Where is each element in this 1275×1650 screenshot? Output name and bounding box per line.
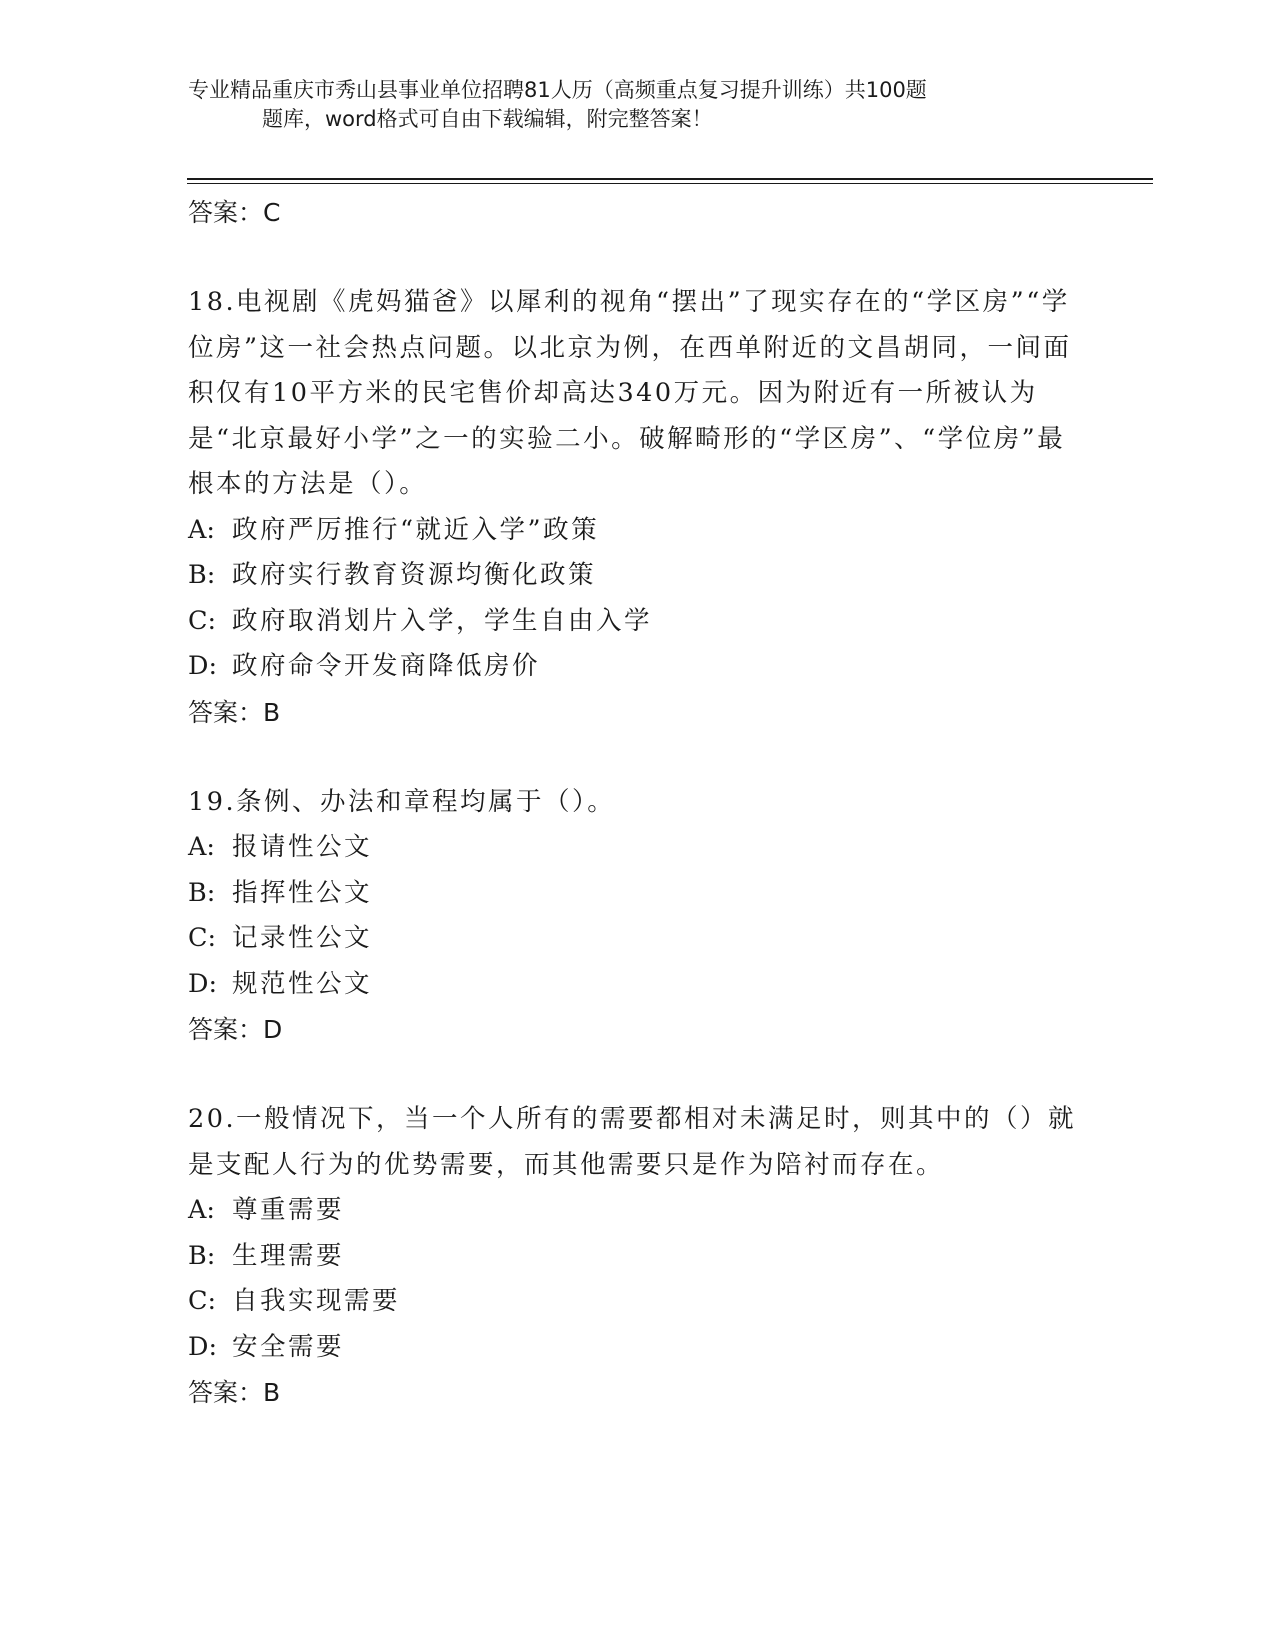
document-body [188,190,1088,1416]
header-title-line2: 题库，word格式可自由下载编辑，附完整答案！ [262,107,713,131]
option-letter: C: [188,923,217,953]
question-block [188,1097,1088,1416]
answer-line: 答案：D [188,1015,283,1044]
spacer [188,736,1088,780]
option-text: 政府严厉推行“就近入学”政策 [232,514,600,545]
option-text: 报请性公文 [232,832,373,862]
option-letter: D: [188,968,218,999]
option-text: 政府取消划片入学，学生自由入学 [232,605,653,636]
option-c [188,916,1088,962]
spacer [188,1053,1088,1097]
answer-line: 答案：B [188,1378,281,1407]
question-block [188,280,1088,736]
option-c [188,1279,1088,1325]
option-text: 规范性公文 [232,968,373,999]
option-b [188,553,1088,599]
option-d [188,962,1088,1008]
question-text: 19.条例、办法和章程均属于（）。 [188,786,616,817]
option-letter: D: [188,1331,218,1362]
option-d [188,644,1088,690]
option-text: 政府实行教育资源均衡化政策 [232,560,597,590]
page-header [188,76,1088,134]
option-a [188,508,1088,554]
header-divider-thick [187,178,1153,180]
option-b [188,871,1088,917]
option-text: 记录性公文 [232,923,373,953]
option-text: 尊重需要 [232,1195,345,1225]
option-a [188,1188,1088,1234]
answer-line: 答案：B [188,697,281,727]
header-divider-thin [187,183,1153,184]
spacer [188,236,1088,280]
option-a [188,825,1088,871]
option-d [188,1325,1088,1371]
question-block [188,780,1088,1054]
option-letter: C: [188,1286,217,1316]
question-text: 18.电视剧《虎妈猫爸》以犀利的视角“摆出”了现实存在的“学区房”“学位房”这一社会热点问题。以北京为例，在西单附近的文昌胡同，一间面积仅有10平方米的民宅售价却高达340万元。因为附近有一所被认为是“北京最好小学”之一的实验二小。破解畸形的“学区房”、“学位房”最根本的方法是（）。 [188,287,1072,499]
option-text: 安全需要 [232,1331,345,1362]
question-text: 20.一般情况下，当一个人所有的需要都相对未满足时，则其中的（）就是支配人行为的优势需要，而其他需要只是作为陪衬而存在。 [188,1104,1077,1180]
option-text: 指挥性公文 [232,877,373,908]
option-letter: A: [188,514,216,545]
option-c [188,599,1088,645]
header-title-line1: 专业精品重庆市秀山县事业单位招聘81人历（高频重点复习提升训练）共100题 [188,78,927,102]
option-letter: A: [188,832,216,862]
option-text: 生理需要 [232,1240,345,1271]
option-letter: D: [188,651,218,681]
option-letter: B: [188,877,216,908]
option-letter: C: [188,605,217,636]
answer-line: 答案：C [188,198,281,227]
option-letter: A: [188,1195,216,1225]
option-text: 政府命令开发商降低房价 [232,651,541,681]
option-b [188,1234,1088,1280]
option-letter: B: [188,1240,216,1271]
option-text: 自我实现需要 [232,1286,401,1316]
option-letter: B: [188,560,216,590]
